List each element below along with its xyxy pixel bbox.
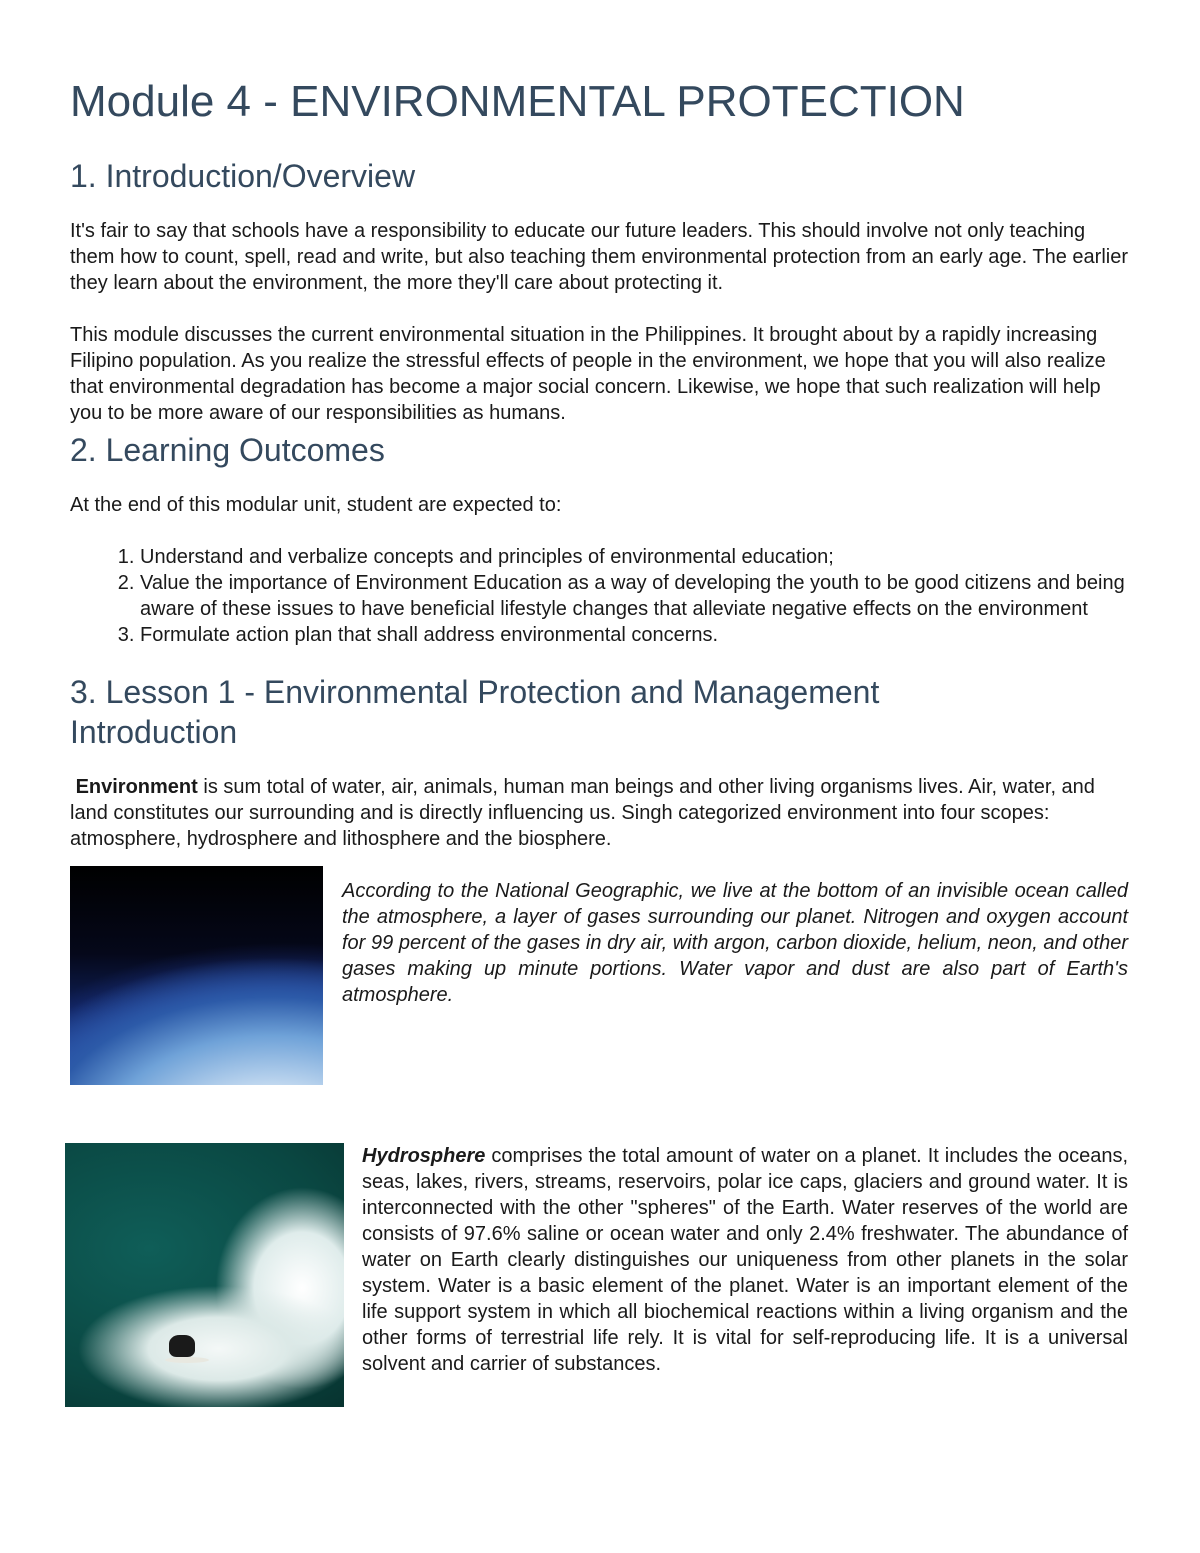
intro-heading: 1. Introduction/Overview <box>70 158 416 194</box>
module-title: Module 4 - ENVIRONMENTAL PROTECTION <box>70 77 965 126</box>
lesson-heading-line-2: Introduction <box>70 714 238 750</box>
list-item: 2. Value the importance of Environment Education as a way of developing the youth to be good citizens and being aware of these issues to have beneficial lifestyle changes that alleviate negative effects on the environment <box>140 570 1128 622</box>
outcomes-list <box>70 544 1128 648</box>
document-page <box>70 70 1128 1413</box>
intro-paragraph-1: It's fair to say that schools have a responsibility to educate our future leaders. This should involve not only teaching them how to count, spell, read and write, but also teaching them environmental protection from an early age. The earlier they learn about the environment, the more they'll care about protecting it. <box>70 220 1128 294</box>
list-item: 3. Formulate action plan that shall address environmental concerns. <box>140 622 1128 648</box>
hydrosphere-term: Hydrosphere <box>362 1145 486 1167</box>
lesson-heading <box>70 672 1128 752</box>
environment-definition: is sum total of water, air, animals, human man beings and other living organisms lives. Air, water, and land constitutes our surrounding and is directly influencing us. Singh categorized environment into four scopes: atmosphere, hydrosphere and lithosphere and the biosphere. <box>70 776 1095 850</box>
atmosphere-paragraph: According to the National Geographic, we live at the bottom of an invisible ocean called the atmosphere, a layer of gases surrounding our planet. Nitrogen and oxygen account for 99 percent of the gases in dry air, with argon, carbon dioxide, helium, neon, and other gases making up minute portions. Water vapor and dust are also part of Earth's atmosphere. <box>342 880 1128 1006</box>
atmosphere-image <box>70 866 323 1085</box>
lesson-heading-line-1: 3. Lesson 1 - Environmental Protection and Management <box>70 674 880 710</box>
outcomes-heading: 2. Learning Outcomes <box>70 432 385 468</box>
list-item: 1. Understand and verbalize concepts and principles of environmental education; <box>140 544 1128 570</box>
hydrosphere-paragraph <box>362 1143 1128 1377</box>
environment-term: Environment <box>75 776 198 798</box>
hydrosphere-section <box>70 1143 1128 1413</box>
atmosphere-section <box>70 866 1128 1096</box>
surfboard-shape <box>165 1357 209 1363</box>
hydrosphere-definition: comprises the total amount of water on a planet. It includes the oceans, seas, lakes, rivers, streams, reservoirs, polar ice caps, glaciers and ground water. It is interconnected with the other "spheres" of the Earth. Water reserves of the world are consists of 97.6% saline or ocean water and only 2.4% freshwater. The abundance of water on Earth clearly distinguishes our uniqueness from other planets in the solar system. Water is a basic element of the planet. Water is an important element of the life support system in which all biochemical reactions within a living organism and the other forms of terrestrial life rely. It is vital for self-reproducing life. It is a universal solvent and carrier of substances. <box>362 1145 1128 1375</box>
environment-paragraph <box>70 774 1128 852</box>
outcomes-lead: At the end of this modular unit, student are expected to: <box>70 494 562 516</box>
surfer-figure <box>169 1335 195 1357</box>
hydrosphere-image <box>65 1143 344 1407</box>
intro-paragraph-2: This module discusses the current environmental situation in the Philippines. It brought about by a rapidly increasing Filipino population. As you realize the stressful effects of people in the environment, we hope that you will also realize that environmental degradation has become a major social concern. Likewise, we hope that such realization will help you to be more aware of our responsibilities as humans. <box>70 324 1106 424</box>
